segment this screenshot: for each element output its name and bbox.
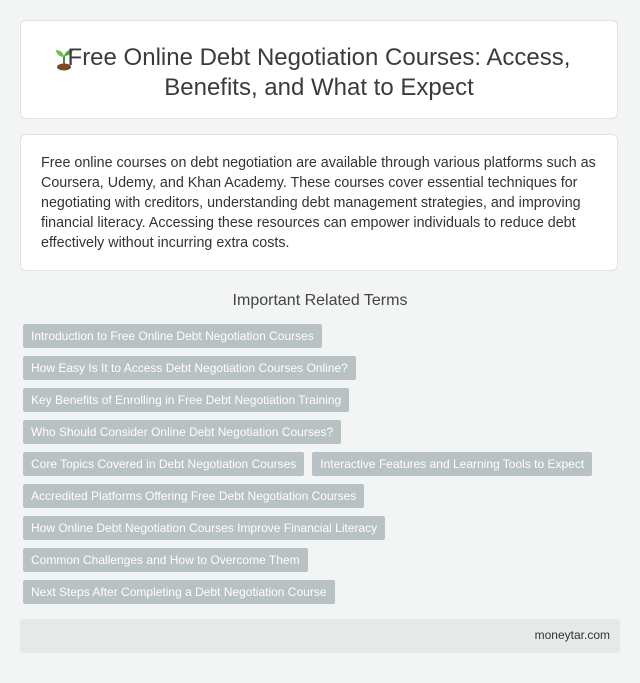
related-term-tag[interactable]: Key Benefits of Enrolling in Free Debt Negotiation Training [23,388,349,412]
related-term-tag[interactable]: Who Should Consider Online Debt Negotiation Courses? [23,420,341,444]
intro-paragraph: Free online courses on debt negotiation are available through various platforms such as Coursera, Udemy, and Khan Academy. These courses cover essential techniques for negotiating with creditors, understanding debt management strategies, and improving financial literacy. Accessing these resources can empower individuals to reduce debt effectively without incurring extra costs. [41,155,596,251]
related-terms-list [23,324,603,612]
related-term-tag[interactable]: Accredited Platforms Offering Free Debt Negotiation Courses [23,484,364,508]
related-term-tag[interactable]: Common Challenges and How to Overcome Them [23,548,308,572]
related-terms-heading: Important Related Terms [232,292,408,309]
site-name[interactable]: moneytar.com [534,628,610,642]
related-term-tag[interactable]: How Easy Is It to Access Debt Negotiation Courses Online? [23,356,356,380]
intro-card [20,134,618,271]
footer [20,619,620,653]
related-term-tag[interactable]: Next Steps After Completing a Debt Negotiation Course [23,580,335,604]
related-term-tag[interactable]: How Online Debt Negotiation Courses Improve Financial Literacy [23,516,385,540]
related-term-tag[interactable]: Introduction to Free Online Debt Negotiation Courses [23,324,322,348]
page-title: Free Online Debt Negotiation Courses: Access, Benefits, and What to Expect [67,44,571,101]
title-card [20,20,618,119]
related-term-tag[interactable]: Core Topics Covered in Debt Negotiation Courses [23,452,304,476]
related-term-tag[interactable]: Interactive Features and Learning Tools to Expect [312,452,592,476]
